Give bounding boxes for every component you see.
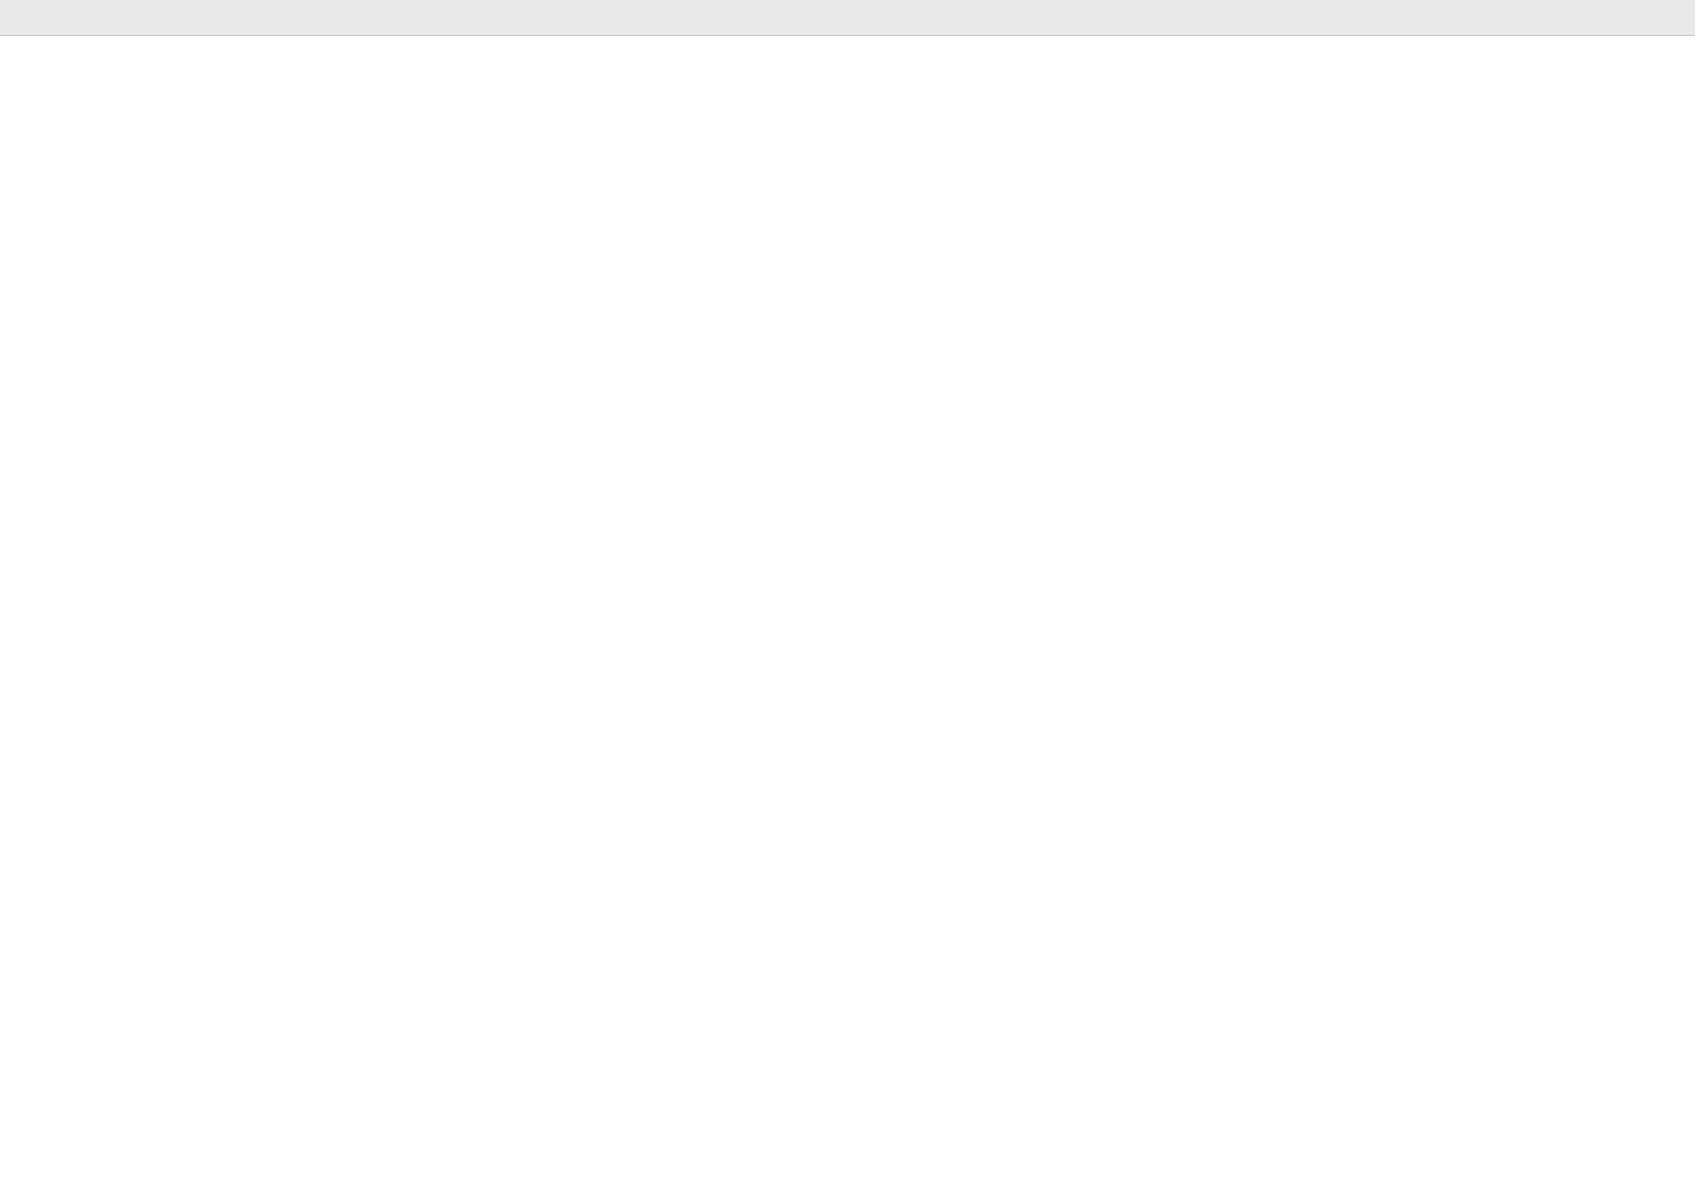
title-bar: [0, 0, 1695, 36]
main-content: [0, 36, 1695, 1200]
